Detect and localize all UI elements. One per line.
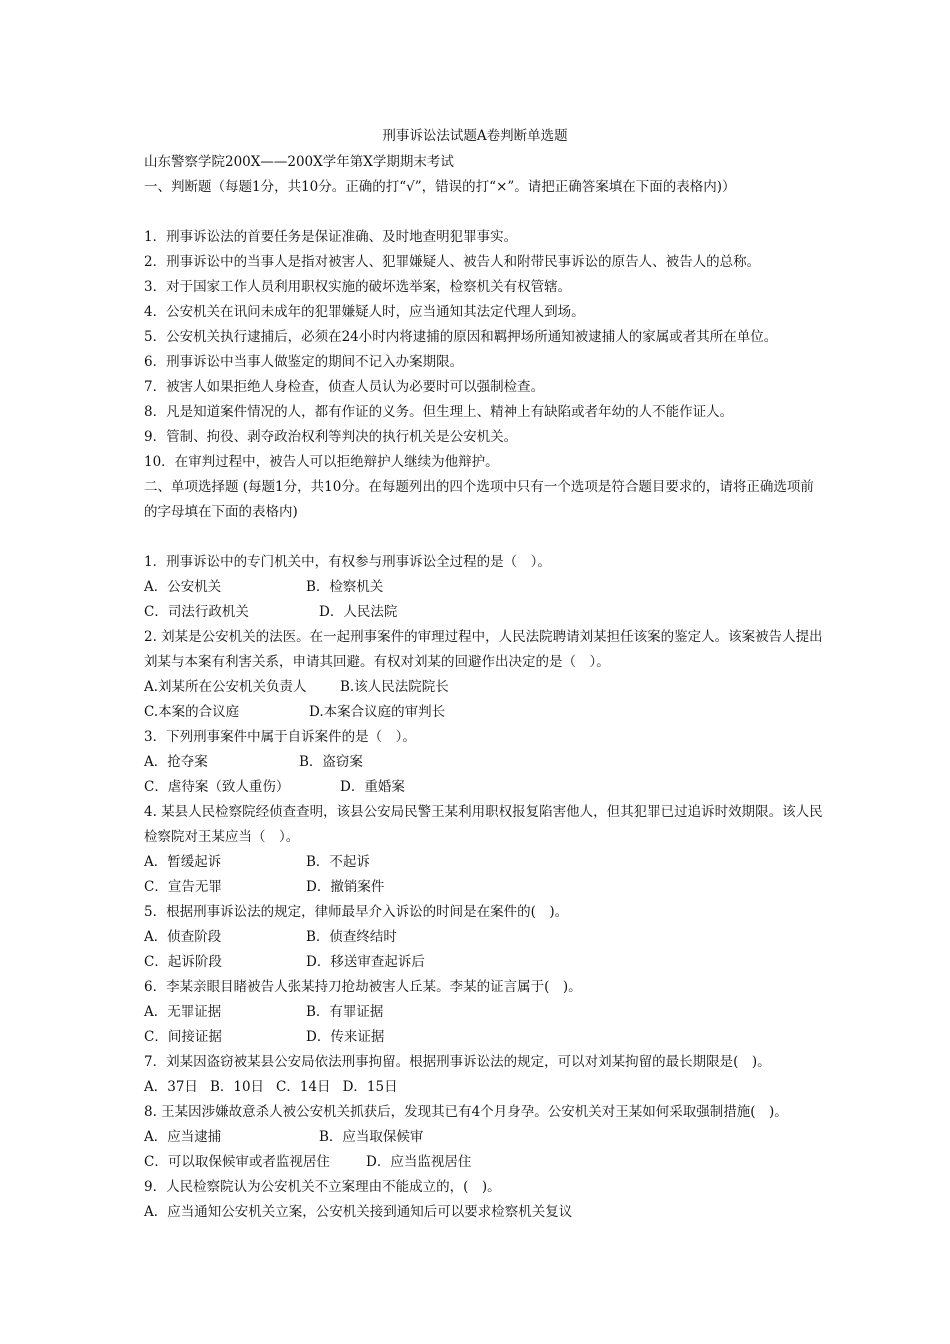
option-c: C．司法行政机关 <box>144 604 249 620</box>
option-d: D．移送审查起诉后 <box>306 954 425 970</box>
option-row <box>144 675 824 700</box>
judgement-item: 7．被害人如果拒绝人身检查，侦查人员认为必要时可以强制检查。 <box>144 379 545 395</box>
option-row <box>144 1125 824 1150</box>
judgement-item: 6．刑事诉讼中当事人做鉴定的期间不记入办案期限。 <box>144 354 464 370</box>
judgement-item: 10．在审判过程中，被告人可以拒绝辩护人继续为他辩护。 <box>144 454 499 470</box>
option-b: B.该人民法院院长 <box>340 679 449 695</box>
option-c: C．可以取保候审或者监视居住 <box>144 1154 330 1170</box>
option-row <box>144 950 824 975</box>
option-row <box>144 1150 824 1175</box>
option-b: B．10日 <box>209 1079 265 1095</box>
option-a: A．37日 <box>144 1079 198 1095</box>
option-row <box>144 1000 824 1025</box>
judgement-item: 9．管制、拘役、剥夺政治权利等判决的执行机关是公安机关。 <box>144 429 518 445</box>
option-row <box>144 850 824 875</box>
option-row <box>144 875 824 900</box>
question-stem: 5．根据刑事诉讼法的规定，律师最早介入诉讼的时间是在案件的( )。 <box>144 904 569 920</box>
judgement-list <box>144 225 824 475</box>
option-row <box>144 700 824 725</box>
question-stem: 4. 某县人民检察院经侦查查明，该县公安局民警王某利用职权报复陷害他人，但其犯罪已过追诉时效期限。该人民检察院对王某应当（ ）。 <box>144 804 823 845</box>
blank-line <box>144 200 824 225</box>
question-stem: 2. 刘某是公安机关的法医。在一起刑事案件的审理过程中，人民法院聘请刘某担任该案的鉴定人。该案被告人提出刘某与本案有利害关系，申请其回避。有权对刘某的回避作出决定的是（ ）。 <box>144 629 823 670</box>
document-body <box>144 150 824 1225</box>
judgement-item: 5．公安机关执行逮捕后，必须在24小时内将逮捕的原因和羁押场所通知被逮捕人的家属或者其所在单位。 <box>144 329 778 345</box>
option-b: B．盗窃案 <box>299 754 363 770</box>
question-stem: 8. 王某因涉嫌故意杀人被公安机关抓获后，发现其已有4个月身孕。公安机关对王某如何采取强制措施( )。 <box>144 1104 788 1120</box>
option-d: D.本案合议庭的审判长 <box>309 704 446 720</box>
option-d: D．人民法院 <box>319 604 398 620</box>
judgement-item: 1．刑事诉讼法的首要任务是保证准确、及时地查明犯罪事实。 <box>144 229 518 245</box>
blank-line <box>144 525 824 550</box>
judgement-item: 3．对于国家工作人员利用职权实施的破坏选举案，检察机关有权管辖。 <box>144 279 572 295</box>
option-a: A．公安机关 <box>144 579 222 595</box>
option-c: C．宣告无罪 <box>144 879 222 895</box>
option-row <box>144 750 824 775</box>
option-c: C．间接证据 <box>144 1029 222 1045</box>
option-a: A．应当逮捕 <box>144 1129 222 1145</box>
option-c: C．14日 <box>276 1079 331 1095</box>
document-subtitle: 山东警察学院200X——200X学年第X学期期末考试 <box>144 154 454 170</box>
option-row <box>144 1025 824 1050</box>
option-b: B．应当取保候审 <box>319 1129 424 1145</box>
option-c: C．虐待案（致人重伤） <box>144 779 290 795</box>
option-b: B．侦查终结时 <box>306 929 397 945</box>
judgement-item: 4．公安机关在讯问未成年的犯罪嫌疑人时，应当通知其法定代理人到场。 <box>144 304 585 320</box>
document-title: 刑事诉讼法试题A卷判断单选题 <box>382 128 568 144</box>
question-stem: 1．刑事诉讼中的专门机关中，有权参与刑事诉讼全过程的是（ ）。 <box>144 554 551 570</box>
option-c: C.本案的合议庭 <box>144 704 240 720</box>
option-c: C．起诉阶段 <box>144 954 222 970</box>
option-b: B．检察机关 <box>306 579 384 595</box>
option-d: D．15日 <box>342 1079 398 1095</box>
option-b: B．有罪证据 <box>306 1004 384 1020</box>
option-a: A．侦查阶段 <box>144 929 222 945</box>
section1-heading: 一、判断题（每题1分，共10分。正确的打“√”，错误的打“×”。请把正确答案填在下面的表格内)） <box>144 179 736 195</box>
option-b: B．不起诉 <box>306 854 370 870</box>
option-d: D．撤销案件 <box>306 879 385 895</box>
question-stem: 9．人民检察院认为公安机关不立案理由不能成立的，( )。 <box>144 1179 501 1195</box>
option-a: A．应当通知公安机关立案，公安机关接到通知后可以要求检察机关复议 <box>144 1204 573 1220</box>
section2-heading: 二、单项选择题 (每题1分，共10分。在每题列出的四个选项中只有一个选项是符合题目要求的，请将正确选项前的字母填在下面的表格内) <box>144 479 814 520</box>
option-a: A．无罪证据 <box>144 1004 222 1020</box>
option-a: A.刘某所在公安机关负责人 <box>144 679 307 695</box>
option-a: A．暂缓起诉 <box>144 854 222 870</box>
option-row <box>144 775 824 800</box>
option-d: D．传来证据 <box>306 1029 385 1045</box>
option-d: D．重婚案 <box>340 779 405 795</box>
question-stem: 6．李某亲眼目睹被告人张某持刀抢劫被害人丘某。李某的证言属于( )。 <box>144 979 582 995</box>
option-row <box>144 575 824 600</box>
option-row <box>144 925 824 950</box>
judgement-item: 8．凡是知道案件情况的人，都有作证的义务。但生理上、精神上有缺陷或者年幼的人不能作证人。 <box>144 404 734 420</box>
option-row <box>144 600 824 625</box>
option-row <box>144 1075 824 1100</box>
option-a: A．抢夺案 <box>144 754 208 770</box>
question-stem: 7．刘某因盗窃被某县公安局依法刑事拘留。根据刑事诉讼法的规定，可以对刘某拘留的最长期限是( )。 <box>144 1054 771 1070</box>
judgement-item: 2．刑事诉讼中的当事人是指对被害人、犯罪嫌疑人、被告人和附带民事诉讼的原告人、被告人的总称。 <box>144 254 761 270</box>
option-d: D．应当监视居住 <box>366 1154 472 1170</box>
question-stem: 3．下列刑事案件中属于自诉案件的是（ ）。 <box>144 729 416 745</box>
